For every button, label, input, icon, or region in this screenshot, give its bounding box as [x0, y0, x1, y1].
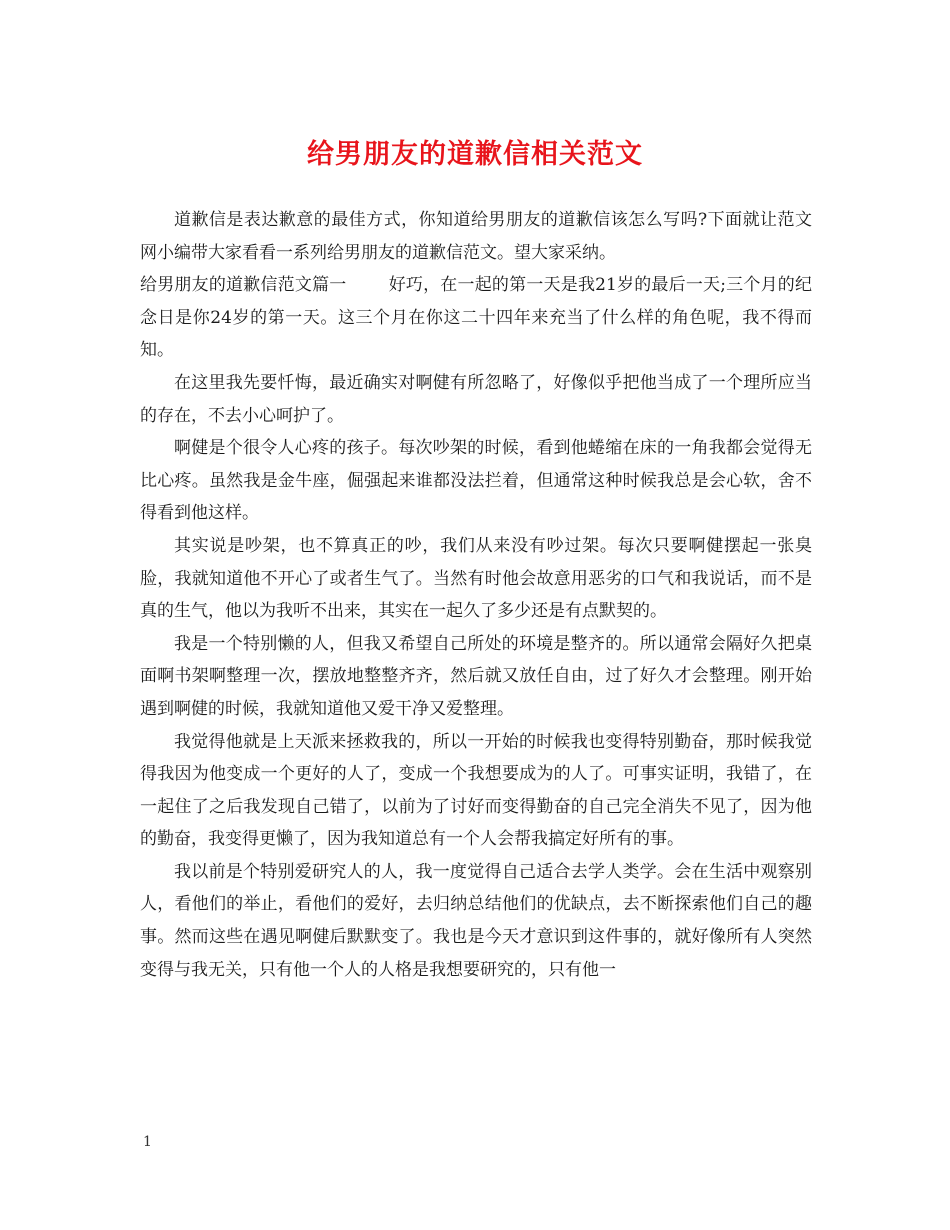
intro-paragraph: 道歉信是表达歉意的最佳方式，你知道给男朋友的道歉信该怎么写吗?下面就让范文网小编带大家看看一系列给男朋友的道歉信范文。望大家采纳。 — [140, 210, 812, 263]
document-body — [140, 204, 812, 986]
body-paragraph: 我是一个特别懒的人，但我又希望自己所处的环境是整齐的。所以通常会隔好久把桌面啊书架啊整理一次，摆放地整整齐齐，然后就又放任自由，过了好久才会整理。刚开始遇到啊健的时候，我就知道他又爱干净又爱整理。 — [140, 633, 812, 719]
document-title: 给男朋友的道歉信相关范文 — [307, 139, 643, 170]
section-label: 给男朋友的道歉信范文篇一 — [140, 275, 347, 296]
body-paragraph: 其实说是吵架，也不算真正的吵，我们从来没有吵过架。每次只要啊健摆起一张臭脸，我就知道他不开心了或者生气了。当然有时他会故意用恶劣的口气和我说话，而不是真的生气，他以为我听不出来，其实在一起久了多少还是有点默契的。 — [140, 535, 812, 622]
section-one-paragraph — [140, 269, 812, 367]
page-number: 1 — [143, 1134, 152, 1150]
body-paragraph: 在这里我先要忏悔，最近确实对啊健有所忽略了，好像似乎把他当成了一个理所应当的存在，不去小心呵护了。 — [140, 372, 812, 426]
body-paragraph: 啊健是个很令人心疼的孩子。每次吵架的时候，看到他蜷缩在床的一角我都会觉得无比心疼。虽然我是金牛座，倔强起来谁都没法拦着，但通常这种时候我总是会心软，舍不得看到他这样。 — [140, 438, 812, 524]
section-first-text: 好巧，在一起的第一天是我21岁的最后一天;三个月的纪念日是你24岁的第一天。这三个月在你这二十四年来充当了什么样的角色呢，我不得而知。 — [140, 275, 813, 361]
body-paragraph: 我觉得他就是上天派来拯救我的，所以一开始的时候我也变得特别勤奋，那时候我觉得我因为他变成一个更好的人了，变成一个我想要成为的人了。可事实证明，我错了，在一起住了之后我发现自己错了，以前为了讨好而变得勤奋的自己完全消失不见了，因为他的勤奋，我变得更懒了，因为我知道总有一个人会帮我搞定好所有的事。 — [140, 731, 812, 850]
body-paragraph: 我以前是个特别爱研究人的人，我一度觉得自己适合去学人类学。会在生活中观察别人，看他们的举止，看他们的爱好，去归纳总结他们的优缺点，去不断探索他们自己的趣事。然而这些在遇见啊健后默默变了。我也是今天才意识到这件事的，就好像所有人突然变得与我无关，只有他一个人的人格是我想要研究的，只有他一 — [140, 861, 812, 980]
